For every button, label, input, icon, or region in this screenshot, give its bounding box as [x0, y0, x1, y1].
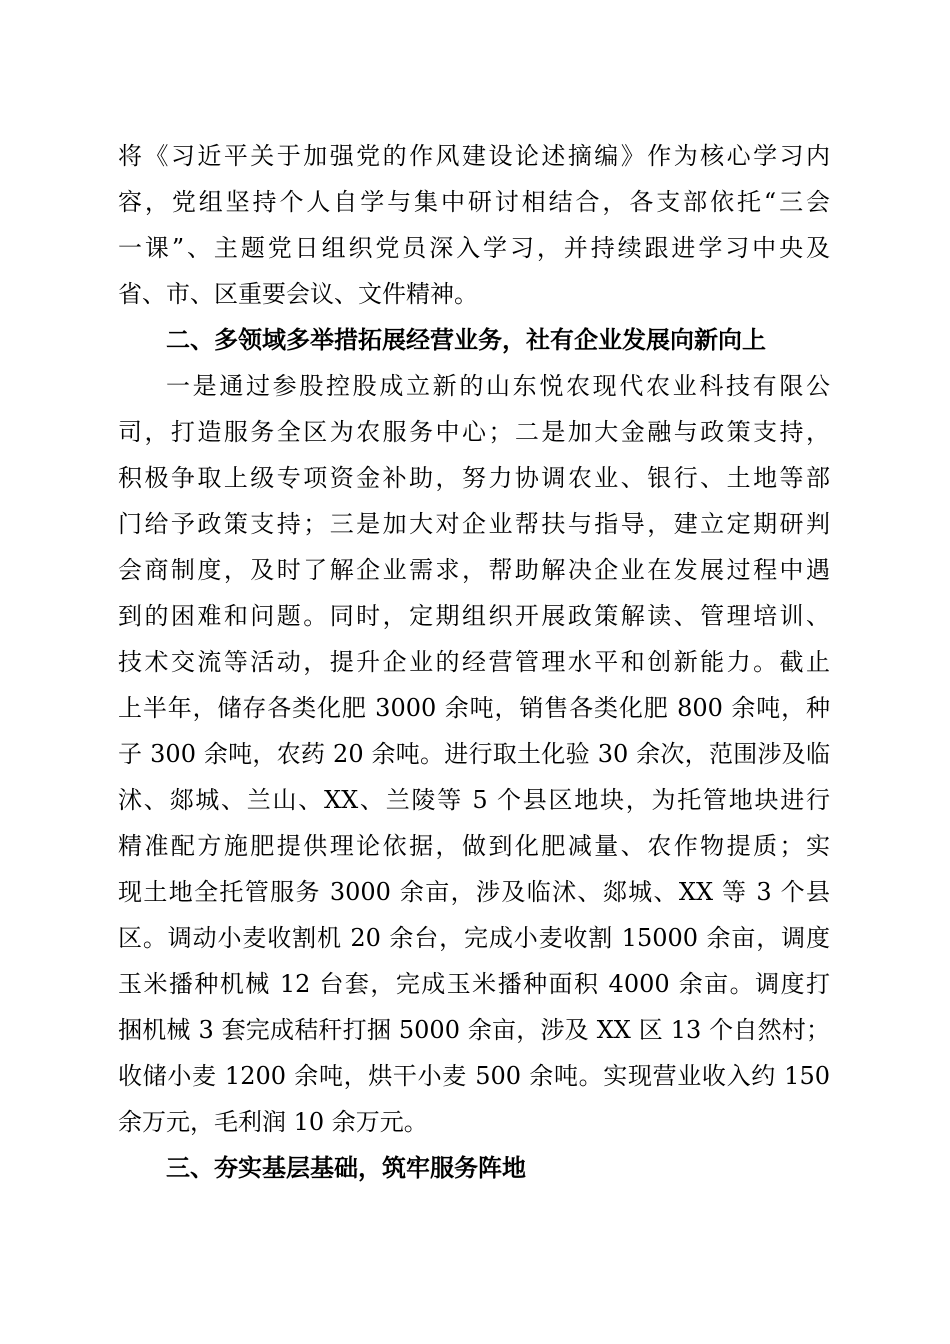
paragraph-2-line-3: 积极争取上级专项资金补助，努力协调农业、银行、土地等部 — [118, 464, 830, 492]
paragraph-2-line-5: 会商制度，及时了解企业需求，帮助解决企业在发展过程中遇 — [118, 556, 830, 584]
paragraph-2-line-4: 门给予政策支持；三是加大对企业帮扶与指导，建立定期研判 — [118, 510, 830, 538]
paragraph-2-line-8: 上半年，储存各类化肥 3000 余吨，销售各类化肥 800 余吨，种 — [118, 694, 830, 722]
paragraph-2-line-10: 沭、郯城、兰山、XX、兰陵等 5 个县区地块，为托管地块进行 — [118, 786, 830, 814]
paragraph-2-line-7: 技术交流等活动，提升企业的经营管理水平和创新能力。截止 — [118, 648, 830, 676]
paragraph-1-line-3: 一课”、主题党日组织党员深入学习，并持续跟进学习中央及 — [118, 234, 830, 262]
paragraph-2-line-2: 司，打造服务全区为农服务中心；二是加大金融与政策支持， — [118, 418, 830, 446]
paragraph-2-line-12: 现土地全托管服务 3000 余亩，涉及临沭、郯城、XX 等 3 个县 — [118, 878, 830, 906]
section-heading-3: 三、夯实基层基础，筑牢服务阵地 — [166, 1154, 526, 1182]
paragraph-2-line-15: 捆机械 3 套完成秸秆打捆 5000 余亩，涉及 XX 区 13 个自然村； — [118, 1016, 830, 1044]
paragraph-1-line-4: 省、市、区重要会议、文件精神。 — [118, 280, 478, 308]
paragraph-2-line-9: 子 300 余吨，农药 20 余吨。进行取土化验 30 余次，范围涉及临 — [118, 740, 830, 768]
paragraph-2-line-17: 余万元，毛利润 10 余万元。 — [118, 1108, 428, 1136]
paragraph-1-line-1: 将《习近平关于加强党的作风建设论述摘编》作为核心学习内 — [118, 142, 830, 170]
section-heading-2: 二、多领域多举措拓展经营业务，社有企业发展向新向上 — [166, 326, 766, 354]
paragraph-2-line-6: 到的困难和问题。同时，定期组织开展政策解读、管理培训、 — [118, 602, 830, 630]
paragraph-2-line-1: 一是通过参股控股成立新的山东悦农现代农业科技有限公 — [166, 372, 830, 400]
paragraph-2-line-13: 区。调动小麦收割机 20 余台，完成小麦收割 15000 余亩，调度 — [118, 924, 830, 952]
paragraph-1-line-2: 容，党组坚持个人自学与集中研讨相结合，各支部依托“三会 — [118, 188, 830, 216]
paragraph-2-line-11: 精准配方施肥提供理论依据，做到化肥减量、农作物提质；实 — [118, 832, 830, 860]
paragraph-2-line-16: 收储小麦 1200 余吨，烘干小麦 500 余吨。实现营业收入约 150 — [118, 1062, 830, 1090]
paragraph-2-line-14: 玉米播种机械 12 台套，完成玉米播种面积 4000 余亩。调度打 — [118, 970, 830, 998]
